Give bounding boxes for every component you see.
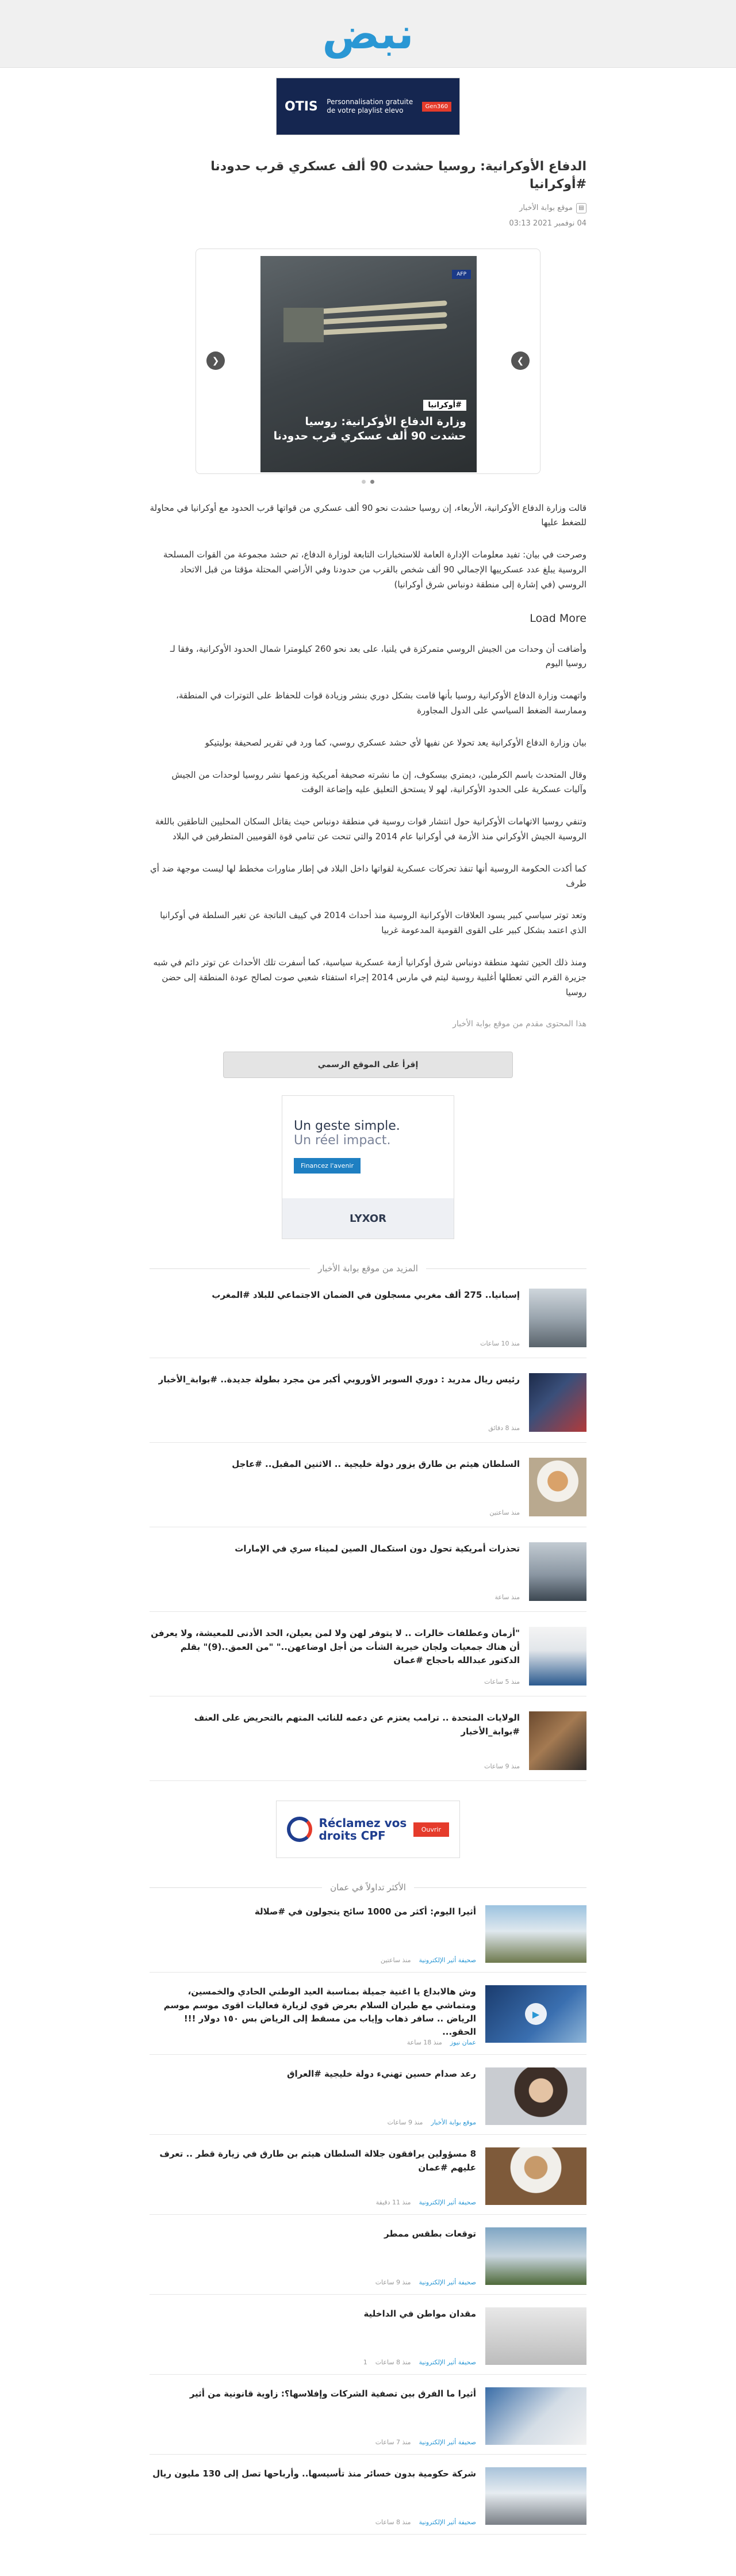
ad-line-1: Réclamez vos xyxy=(319,1816,407,1830)
thumbnail[interactable] xyxy=(529,1373,586,1432)
article-source[interactable] xyxy=(150,203,586,213)
divider xyxy=(150,1268,310,1269)
paragraph: واتهمت وزارة الدفاع الأوكرانية روسيا بأنها قامت بشكل دوري بنشر وزيادة قوات للحفاظ على التوترات في المنطقة، وممارسة الضغط السياسي على الدول المجاورة xyxy=(176,690,586,716)
item-time: منذ 7 ساعات xyxy=(375,2439,411,2447)
item-text xyxy=(150,2067,476,2126)
article-date: 04 نوفمبر 2021 03:13 xyxy=(509,219,586,228)
item-text xyxy=(150,2227,476,2286)
item-meta xyxy=(150,1340,520,1347)
item-meta xyxy=(150,2119,476,2126)
thumbnail[interactable] xyxy=(529,1289,586,1347)
item-meta xyxy=(150,2199,476,2206)
paragraph: وقال المتحدث باسم الكرملين، ديمتري بيسكوف، إن ما نشرته صحيفة أمريكية وزعمها نشر روسيا لوحدات من الجيش وآليات عسكرية على الحدود الأوكرانية، لهو لا يستحق التعليق عليه وإضاعة الوقت xyxy=(171,769,586,795)
content-credit: هذا المحتوى مقدم من موقع بوابة الأخبار xyxy=(453,1019,586,1029)
item-time: منذ ساعتين xyxy=(489,1509,520,1517)
middle-ad[interactable] xyxy=(282,1095,454,1239)
thumbnail[interactable] xyxy=(529,1458,586,1516)
item-time: منذ 9 ساعات xyxy=(375,2279,411,2287)
site-header xyxy=(0,0,736,68)
thumbnail[interactable] xyxy=(529,1627,586,1686)
item-meta xyxy=(150,1956,476,1964)
slider-dot[interactable] xyxy=(370,480,374,484)
item-source[interactable]: صحيفة أثير الإلكترونية xyxy=(419,1956,476,1965)
main-content xyxy=(150,78,586,2569)
item-text xyxy=(150,1373,520,1432)
item-title[interactable]: الولايات المتحدة .. ترامب يعتزم عن دعمه للنائب المتهم بالتحريض على العنف #بوابة_الأخبار xyxy=(194,1713,520,1737)
list-item[interactable] xyxy=(150,2055,586,2135)
thumbnail[interactable] xyxy=(485,2227,586,2285)
ad-cta-button[interactable]: Financez l'avenir xyxy=(294,1158,361,1174)
source-icon: ▤ xyxy=(576,203,586,213)
item-meta xyxy=(150,2518,476,2526)
item-title[interactable]: شركة حكومية بدون خسائر منذ تأسيسها.. وأرباحها تصل إلى 130 مليون ريال xyxy=(152,2468,476,2479)
list-item[interactable] xyxy=(150,2215,586,2295)
item-time: منذ ساعة xyxy=(494,1593,520,1602)
list-item[interactable] xyxy=(150,2455,586,2535)
slide-badge: AFP xyxy=(452,270,471,279)
slide-tag: #أوكرانيا xyxy=(423,400,466,411)
divider xyxy=(414,1887,586,1888)
article-title: الدفاع الأوكرانية: روسيا حشدت 90 ألف عسكري قرب حدودنا #أوكرانيا xyxy=(210,159,586,192)
item-meta xyxy=(150,2279,476,2286)
paragraph: بيان وزارة الدفاع الأوكرانية يعد تحولا عن نفيها لأي حشد عسكري روسي، كما ورد في تقرير لصحيفة بوليتيكو xyxy=(205,737,586,748)
read-official-button[interactable]: إقرأ على الموقع الرسمي xyxy=(223,1052,513,1078)
item-source[interactable]: صحيفة أثير الإلكترونية xyxy=(419,2199,476,2207)
list-item[interactable] xyxy=(150,1696,586,1781)
bottom-ad-banner[interactable] xyxy=(276,1801,460,1858)
list-item[interactable] xyxy=(150,2375,586,2455)
section-title: الأكثر تداولاً في عمان xyxy=(330,1882,406,1893)
item-meta xyxy=(150,1763,520,1770)
ad-logo-icon xyxy=(287,1817,312,1842)
item-title[interactable]: رعد صدام حسين تهنيء دولة خليجية #العراق xyxy=(287,2069,476,2080)
item-source[interactable]: صحيفة أثير الإلكترونية xyxy=(419,2279,476,2287)
item-meta xyxy=(150,1593,520,1601)
list-item[interactable] xyxy=(150,1274,586,1358)
section-title: المزيد من موقع بوابة الأخبار xyxy=(318,1263,418,1274)
item-text xyxy=(150,2147,476,2206)
divider xyxy=(426,1268,586,1269)
load-more-link[interactable]: Load More xyxy=(530,611,586,625)
thumbnail[interactable] xyxy=(485,2467,586,2525)
list-item[interactable] xyxy=(150,2135,586,2215)
item-time: منذ 8 ساعات xyxy=(375,2359,411,2367)
top-ad-banner[interactable] xyxy=(276,78,460,135)
item-title[interactable]: إسبانيا.. 275 ألف مغربي مسجلون في الضمان الاجتماعي للبلاد #المغرب xyxy=(212,1290,520,1301)
item-time: منذ 18 ساعة xyxy=(407,2039,442,2047)
slider-dot[interactable] xyxy=(362,480,366,484)
item-title[interactable]: أثيرا اليوم: أكثر من 1000 سائح يتجولون في #صلالة xyxy=(254,1906,476,1917)
paragraph: وتنفي روسيا الاتهامات الأوكرانية حول انتشار قوات روسية في منطقة دونباس حيث يقاتل السكان المحليين الناطقين باللغة الروسية الجيش الأوكراني منذ الأزمة في أوكرانيا عام 2014 والتي تنحت عن تنامي قوة القوميين المتطرفين في البلاد xyxy=(155,816,586,842)
slide-headline: وزارة الدفاع الأوكرانية: روسيا حشدت 90 ألف عسكري قرب حدودنا xyxy=(273,415,466,443)
item-time: منذ 5 ساعات xyxy=(484,1678,520,1686)
item-meta xyxy=(150,1678,520,1686)
item-title[interactable]: 8 مسؤولين يرافقون جلالة السلطان هيثم بن طارق في زيارة قطر .. تعرف عليهم #عمان xyxy=(159,2149,476,2173)
item-meta xyxy=(150,2039,476,2046)
play-icon[interactable]: ▶ xyxy=(525,2003,547,2025)
slide-image xyxy=(260,256,477,472)
divider xyxy=(150,1887,322,1888)
thumbnail[interactable] xyxy=(485,2067,586,2125)
list-item[interactable] xyxy=(150,1893,586,1973)
item-meta xyxy=(150,1509,520,1516)
ad-line-2: droits CPF xyxy=(319,1829,386,1843)
article-body xyxy=(150,501,586,1000)
slider-dots xyxy=(150,480,586,484)
item-text xyxy=(150,2467,476,2526)
item-text xyxy=(150,1627,520,1686)
item-title[interactable]: رئيس ريال مدريد : دوري السوبر الأوروبي أكبر من مجرد بطولة جديدة.. #بوابة_الأخبار xyxy=(158,1374,520,1385)
ad-text xyxy=(319,1817,407,1842)
item-meta xyxy=(150,1424,520,1432)
ad-pill: Gen360 xyxy=(422,102,451,112)
list-item[interactable] xyxy=(150,1527,586,1612)
thumbnail[interactable] xyxy=(485,1985,586,2043)
item-source[interactable]: صحيفة أثير الإلكترونية xyxy=(419,2518,476,2527)
paragraph: وصرحت في بيان: تفيد معلومات الإدارة العامة للاستخبارات التابعة لوزارة الدفاع، تم حشد مجموعة من القوات المسلحة الروسية يبلغ عدد عسكرييها الإجمالي 90 ألف شخص بالقرب من حدودنا وفي الأراضي المحتلة مؤقتا من قبل الاتحاد الروسي (في إشارة إلى منطقة دونباس شرق أوكرانيا) xyxy=(163,549,586,590)
thumbnail[interactable] xyxy=(529,1711,586,1770)
item-title[interactable]: أثيرا ما الفرق بين تصفية الشركات وإفلاسها؟: زاوية قانونية من أثير xyxy=(189,2388,476,2399)
slider-next-icon[interactable]: ❯ xyxy=(511,351,530,370)
ad-open-button[interactable]: Ouvrir xyxy=(413,1822,449,1837)
item-text xyxy=(150,1985,476,2046)
item-time: منذ ساعتين xyxy=(380,1956,411,1965)
item-source[interactable]: صحيفة أثير الإلكترونية xyxy=(419,2359,476,2367)
item-title[interactable]: تحذرات أمريكية تحول دون استكمال الصين لميناء سري في الإمارات xyxy=(235,1543,520,1554)
item-meta xyxy=(150,2439,476,2446)
item-title[interactable]: "أزمان وعطلفات خالرات .. لا يتوفر لهن ولا لمن يعيلن، الحد الأدنى للمعيشة، ولا يعرفن أن هناك جمعيات ولجان خيرية الشأت من أجل اوضاعهن.." "من العمق..(9)" بقلم الدكتور عبدالله باحجاج #عمان xyxy=(151,1628,520,1665)
thumbnail[interactable] xyxy=(529,1542,586,1601)
item-time: منذ 10 ساعات xyxy=(480,1340,520,1348)
list-item[interactable] xyxy=(150,1443,586,1527)
item-title[interactable]: مقدان مواطن في الداخلية xyxy=(363,2309,476,2319)
ad-line-2: Un réel impact. xyxy=(294,1133,391,1148)
ad-brand: OTIS xyxy=(285,99,318,114)
item-text xyxy=(150,2307,476,2366)
weapon-illustration xyxy=(283,296,456,354)
list-item[interactable] xyxy=(150,1358,586,1443)
thumbnail[interactable] xyxy=(485,2307,586,2365)
item-text xyxy=(150,1289,520,1347)
item-text xyxy=(150,1458,520,1516)
item-text xyxy=(150,2387,476,2446)
list-item[interactable] xyxy=(150,1612,586,1696)
item-text xyxy=(150,1711,520,1770)
source-name[interactable]: موقع بوابة الأخبار xyxy=(519,204,573,213)
item-time: منذ 9 ساعات xyxy=(484,1763,520,1771)
item-source[interactable]: موقع بوابة الأخبار xyxy=(431,2119,476,2127)
ad-text: Personnalisation gratuite de votre playlist elevo xyxy=(327,98,413,114)
item-title[interactable]: السلطان هيثم بن طارق يزور دولة خليجية .. الاثنين المقبل.. #عاجل xyxy=(232,1459,520,1470)
site-logo[interactable]: نبض xyxy=(322,9,414,59)
more-from-source-list xyxy=(150,1274,586,1781)
ad-brand: LYXOR xyxy=(282,1198,454,1239)
most-read-list xyxy=(150,1893,586,2535)
item-time: منذ 8 ساعات xyxy=(375,2518,411,2527)
comment-count: 1 xyxy=(363,2359,367,2367)
page-footer-space xyxy=(150,2535,586,2569)
paragraph: وتعد توتر سياسي كبير يسود العلاقات الأوكرانية الروسية منذ أحداث 2014 في كييف الناتجة عن تغير السلطة في أوكرانيا الذي اعتمد بشكل كبير على القوى القومية المدعومة غربيا xyxy=(160,910,586,936)
ad-line-1: Un geste simple. xyxy=(294,1119,400,1134)
item-text xyxy=(150,1905,476,1964)
thumbnail[interactable] xyxy=(485,2147,586,2205)
paragraph: قالت وزارة الدفاع الأوكرانية، الأربعاء، إن روسيا حشدت نحو 90 ألف عسكري من قواتها قرب الحدود مع أوكرانيا في محاولة للضغط عليها xyxy=(150,502,586,528)
item-time: منذ 8 دقائق xyxy=(488,1424,520,1432)
paragraph: ومنذ ذلك الحين تشهد منطقة دونباس شرق أوكرانيا أزمة عسكرية سياسية، كما أسفرت تلك الأحداث عن توتر دائم في شبه جزيرة القرم التي تعطلها أغلبية روسية ليتم في مارس 2014 إجراء استفتاء شعبي صوت لصالح عودة المنطقة إلى حضن روسيا xyxy=(153,957,586,997)
item-text xyxy=(150,1542,520,1601)
item-title[interactable]: توقعات بطقس ممطر xyxy=(384,2229,476,2239)
list-item[interactable] xyxy=(150,1973,586,2055)
image-slider xyxy=(195,249,540,474)
paragraph: كما أكدت الحكومة الروسية أنها تنفذ تحركات عسكرية لقواتها داخل البلاد في إطار مناورات مخطط لها ليست موجهة ضد أي طرف xyxy=(150,863,586,889)
thumbnail[interactable] xyxy=(485,2387,586,2445)
item-title[interactable]: وش هالابداع يا اغنية جميلة بمناسبة العيد الوطني الحادي والخمسين، ومتماشي مع طيران السلام بعرض قوي لزيارة فعاليات اقوى موسم موسم الرياض .. سافر ذهاب وإياب من مسقط إلى الرياض بس ١٥٠ دولار !!! الحقو... xyxy=(163,1986,476,2038)
item-time: منذ 9 ساعات xyxy=(387,2119,423,2127)
more-from-source-header xyxy=(150,1263,586,1274)
most-read-header xyxy=(150,1882,586,1893)
paragraph: وأضافت أن وحدات من الجيش الروسي متمركزة في يلنيا، على بعد نحو 260 كيلومترا شمال الحدود الأوكرانية، وفقا لـ روسيا اليوم xyxy=(170,643,586,669)
thumbnail[interactable] xyxy=(485,1905,586,1963)
item-meta xyxy=(150,2359,476,2366)
item-source[interactable]: صحيفة أثير الإلكترونية xyxy=(419,2439,476,2447)
slider-prev-icon[interactable]: ❮ xyxy=(206,351,225,370)
list-item[interactable] xyxy=(150,2295,586,2375)
item-time: منذ 11 دقيقة xyxy=(375,2199,411,2207)
item-source[interactable]: عمان نيوز xyxy=(450,2039,476,2047)
